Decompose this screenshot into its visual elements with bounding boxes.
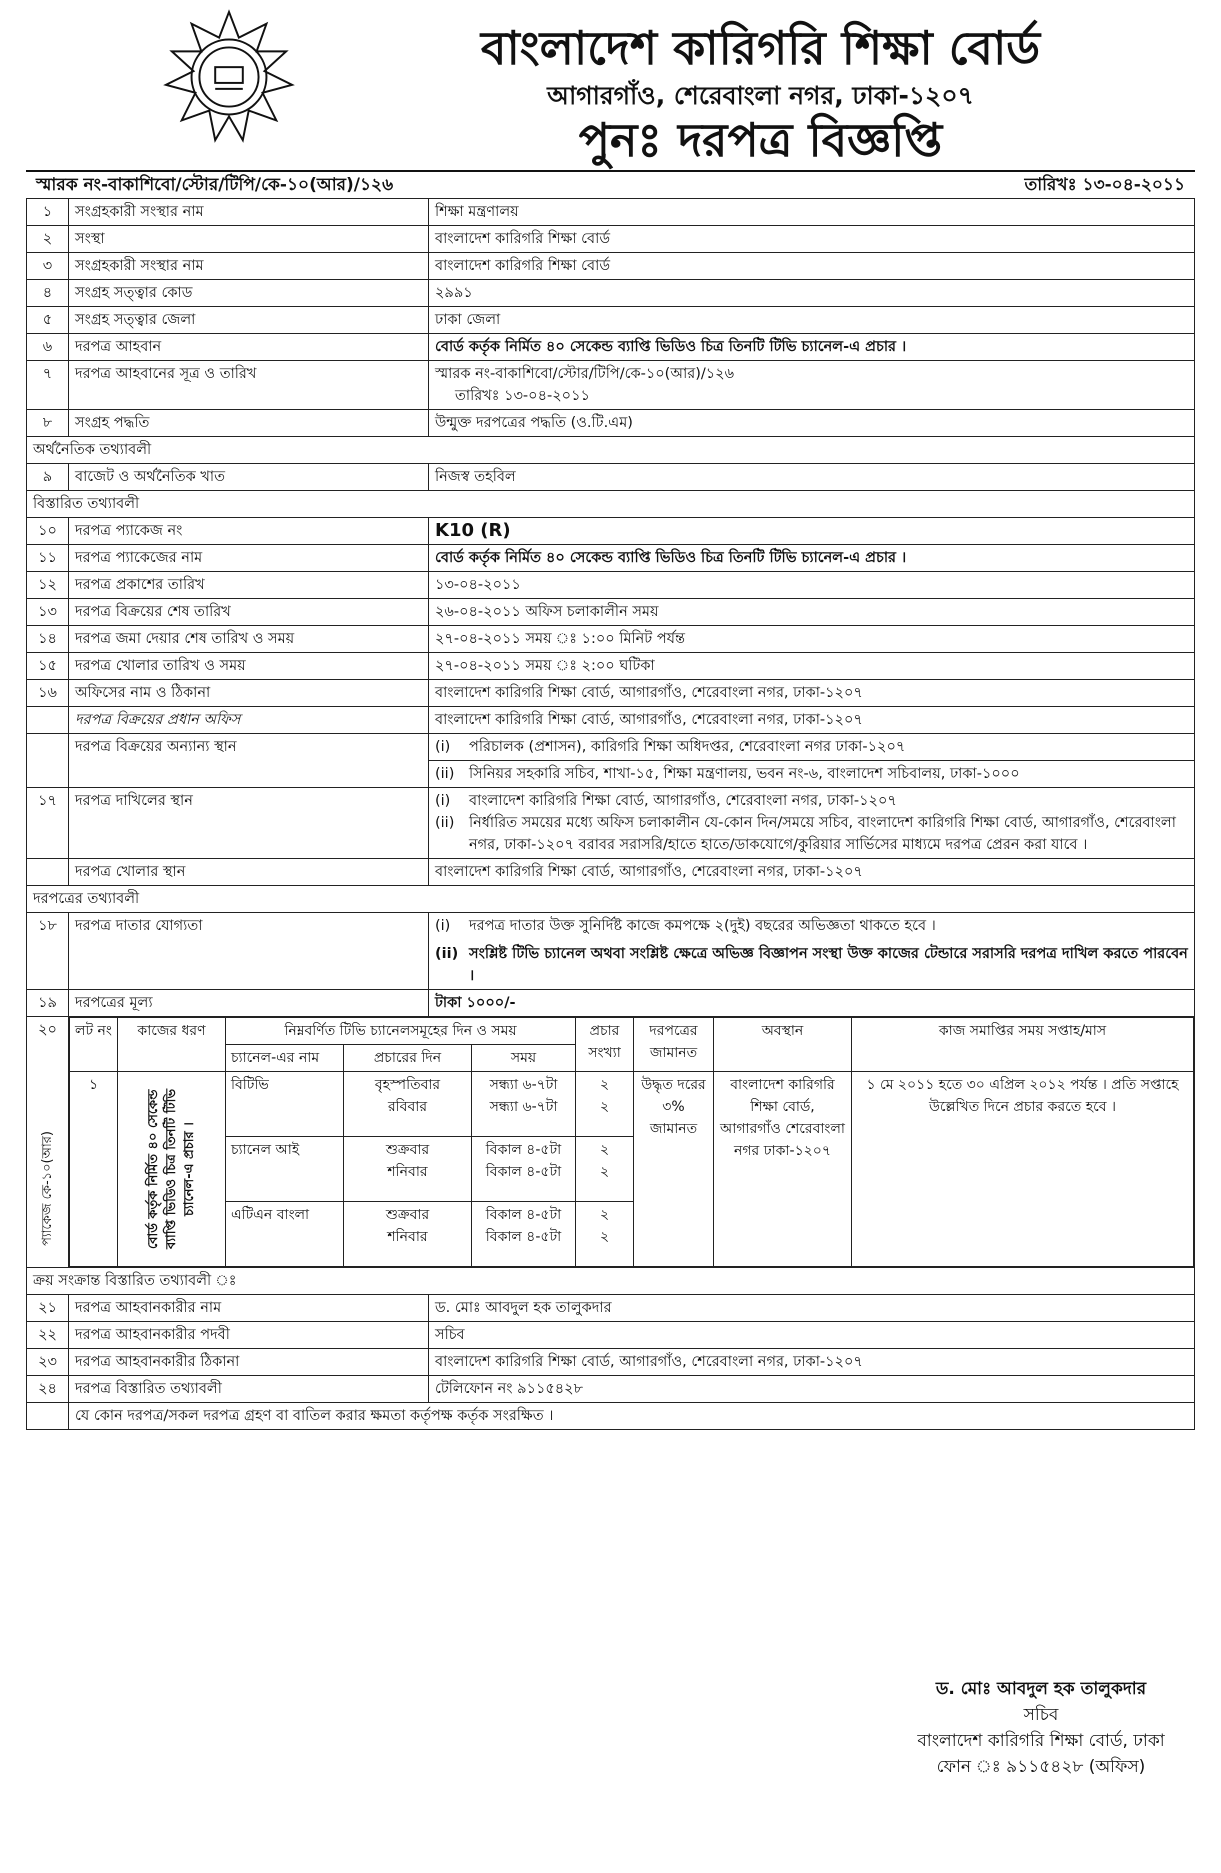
list-item: (ii) সংশ্লিষ্ট টিভি চ্যানেল অথবা সংশ্লিষ্ট ক্ষেত্রে অভিজ্ঞ বিজ্ঞাপন সংস্থা উক্ত কাজের টেন্ডারে সরাসরি দরপত্র দাখিল করতে পারবেন । [435, 946, 1188, 984]
row-value: উন্মুক্ত দরপত্রের পদ্ধতি (ও.টি.এম) [429, 410, 1195, 437]
channel-name: বিটিভি [226, 1072, 344, 1137]
row-label: বাজেট ও অর্থনৈতিক খাত [69, 464, 429, 491]
row-number: ৬ [27, 334, 69, 361]
signatory-title: সচিব [1023, 1705, 1059, 1725]
list-item: (ii) নির্ধারিত সময়ের মধ্যে অফিস চলাকালীন যে-কোন দিন/সময়ে সচিব, বাংলাদেশ কারিগরি শিক্ষা বোর্ড, আগারগাঁও, শেরেবাংলা নগর, ঢাকা-১২০৭ বরাবর সরাসরি/হাতে হাতে/ডাকযোগে/কুরিয়ার সার্ভিসের মাধ্যমে দরপত্র প্রেরন করা যাবে । [435, 815, 1176, 853]
signatory-phone: ফোন ঃ ৯১১৫৪২৮ (অফিস) [936, 1757, 1146, 1777]
table-row [27, 1322, 1195, 1349]
broadcast-day-header: প্রচারের দিন [344, 1045, 472, 1072]
row-value: বোর্ড কর্তৃক নির্মিত ৪০ সেকেন্ড ব্যাপ্তি ভিডিও চিত্র তিনটি টিভি চ্যানেল-এ প্রচার । [429, 545, 1195, 572]
row-value: ২৭-০৪-২০১১ সময় ঃ ১:০০ মিনিট পর্যন্ত [429, 626, 1195, 653]
broadcast-times: বিকাল ৪-৫টা বিকাল ৪-৫টা [472, 1202, 576, 1267]
row-number: ২২ [27, 1322, 69, 1349]
signatory-name: ড. মোঃ আবদুল হক তালুকদার [935, 1679, 1147, 1699]
list-item: (i) বাংলাদেশ কারিগরি শিক্ষা বোর্ড, আগারগাঁও, শেরেবাংলা নগর, ঢাকা-১২০৭ [435, 793, 897, 809]
row-value: সচিব [429, 1322, 1195, 1349]
table-row [27, 859, 1195, 886]
lot-number-header: লট নং [70, 1018, 118, 1072]
row-number: ১৩ [27, 599, 69, 626]
table-row: ১৯ দরপত্রের মূল্য টাকা ১০০০/- [27, 990, 1195, 1017]
security-deposit: উদ্ধৃত দরের ৩% জামানত [634, 1072, 714, 1267]
row-label: দরপত্রের মূল্য [69, 990, 429, 1017]
row-number: ৫ [27, 307, 69, 334]
table-row [27, 361, 1195, 410]
row-number: ২৩ [27, 1349, 69, 1376]
work-type: বোর্ড কর্তৃক নির্মিত ৪০ সেকেন্ড ব্যাপ্তি ভিডিও চিত্র তিনটি টিভি চ্যানেল-এ প্রচার । [118, 1072, 226, 1267]
section-row [27, 437, 1195, 464]
lot-table [69, 1017, 1194, 1267]
row-label: দরপত্র বিক্রয়ের অন্যান্য স্থান [69, 734, 429, 788]
row-label: সংগ্রহকারী সংস্থার নাম [69, 253, 429, 280]
row-label: দরপত্র বিস্তারিত তথ্যাবলী [69, 1376, 429, 1403]
table-row [27, 410, 1195, 437]
completion-time: ১ মে ২০১১ হতে ৩০ এপ্রিল ২০১২ পর্যন্ত । প্রতি সপ্তাহে উল্লেখিত দিনে প্রচার করতে হবে । [852, 1072, 1194, 1267]
row-label: দরপত্র আহবান [69, 334, 429, 361]
board-seal-icon [160, 8, 298, 146]
table-row [27, 545, 1195, 572]
count-header: প্রচার সংখ্যা [576, 1018, 634, 1072]
table-row [27, 707, 1195, 734]
row-number: ১৪ [27, 626, 69, 653]
section-row [27, 491, 1195, 518]
table-row [27, 734, 1195, 788]
row-label: দরপত্র খোলার তারিখ ও সময় [69, 653, 429, 680]
time-header: সময় [472, 1045, 576, 1072]
row-label: দরপত্র দাখিলের স্থান [69, 788, 429, 859]
broadcast-count: ২ ২ [576, 1137, 634, 1202]
channel-name-header: চ্যানেল-এর নাম [226, 1045, 344, 1072]
table-row [27, 653, 1195, 680]
security-header: দরপত্রের জামানত [634, 1018, 714, 1072]
row-value: বাংলাদেশ কারিগরি শিক্ষা বোর্ড [429, 253, 1195, 280]
row-value: ১৩-০৪-২০১১ [429, 572, 1195, 599]
table-row [27, 1349, 1195, 1376]
row-number: ১১ [27, 545, 69, 572]
row-value: স্মারক নং-বাকাশিবো/স্টোর/টিপি/কে-১০(আর)/১২৬ তারিখঃ ১৩-০৪-২০১১ [429, 361, 1195, 410]
table-row [27, 199, 1195, 226]
row-value: K10 (R) [429, 518, 1195, 545]
reservation-note: যে কোন দরপত্র/সকল দরপত্র গ্রহণ বা বাতিল করার ক্ষমতা কর্তৃপক্ষ কর্তৃক সংরক্ষিত । [69, 1403, 1195, 1430]
row-value: ২৯৯১ [429, 280, 1195, 307]
table-row [27, 334, 1195, 361]
broadcast-times: বিকাল ৪-৫টা বিকাল ৪-৫টা [472, 1137, 576, 1202]
notice-date: তারিখঃ ১৩-০৪-২০১১ [1024, 175, 1185, 195]
row-value: ২৭-০৪-২০১১ সময় ঃ ২:০০ ঘটিকা [429, 653, 1195, 680]
broadcast-count: ২ ২ [576, 1202, 634, 1267]
row-number: ২১ [27, 1295, 69, 1322]
header [0, 0, 1221, 176]
row-label: দরপত্র বিক্রয়ের শেষ তারিখ [69, 599, 429, 626]
notice-subtitle: পুনঃ দরপত্র বিজ্ঞপ্তি [578, 113, 943, 167]
row-value: বাংলাদেশ কারিগরি শিক্ষা বোর্ড, আগারগাঁও, শেরেবাংলা নগর, ঢাকা-১২০৭ [429, 1349, 1195, 1376]
row-number: ৮ [27, 410, 69, 437]
signature-block [891, 1676, 1191, 1780]
row-label: দরপত্র প্রকাশের তারিখ [69, 572, 429, 599]
row-value: বোর্ড কর্তৃক নির্মিত ৪০ সেকেন্ড ব্যাপ্তি ভিডিও চিত্র তিনটি টিভি চ্যানেল-এ প্রচার । [429, 334, 1195, 361]
row-label: দরপত্র খোলার স্থান [69, 859, 429, 886]
table-row [27, 1376, 1195, 1403]
row-label: দরপত্র আহবানকারীর পদবী [69, 1322, 429, 1349]
row-label: সংগ্রহ সত্ত্বার জেলা [69, 307, 429, 334]
table-row [27, 572, 1195, 599]
table-row: ১৭ দরপত্র দাখিলের স্থান (i) বাংলাদেশ কারিগরি শিক্ষা বোর্ড, আগারগাঁও, শেরেবাংলা নগর, ঢাকা-১২০৭ (ii) নির্ধারিত সময়ের মধ্যে অফিস চলাকালীন যে-কোন দিন/সময়ে সচিব, বাংলাদেশ কারিগরি শিক্ষা বোর্ড, আগারগাঁও, শেরেবাংলা নগর, ঢাকা-১২০৭ বরাবর সরাসরি/হাতে হাতে/ডাকযোগে/কুরিয়ার সার্ভিসের মাধ্যমে দরপত্র প্রেরন করা যাবে । [27, 788, 1195, 859]
row-number: ২৪ [27, 1376, 69, 1403]
list-item: (i) পরিচালক (প্রশাসন), কারিগরি শিক্ষা অধিদপ্তর, শেরেবাংলা নগর ঢাকা-১২০৭ [429, 734, 1194, 761]
row-value: টাকা ১০০০/- [429, 990, 1195, 1017]
lot-number: ১ [70, 1072, 118, 1267]
table-row [27, 518, 1195, 545]
row-number: ৩ [27, 253, 69, 280]
row-number: ১৫ [27, 653, 69, 680]
row-value: বাংলাদেশ কারিগরি শিক্ষা বোর্ড, আগারগাঁও, শেরেবাংলা নগর, ঢাকা-১২০৭ [429, 859, 1195, 886]
channels-header: নিম্নবর্ণিত টিভি চ্যানেলসমূহের দিন ও সময় [226, 1018, 576, 1045]
row-number: ৪ [27, 280, 69, 307]
row-number: ১৬ [27, 680, 69, 707]
row-label: অফিসের নাম ও ঠিকানা [69, 680, 429, 707]
table-row [27, 464, 1195, 491]
row-number: ১২ [27, 572, 69, 599]
section-row [27, 1268, 1195, 1295]
table-row [27, 1403, 1195, 1430]
section-row [27, 886, 1195, 913]
table-row [27, 226, 1195, 253]
channel-name: চ্যানেল আই [226, 1137, 344, 1202]
broadcast-days: শুক্রবার শনিবার [344, 1137, 472, 1202]
reference-line [30, 172, 1191, 196]
broadcast-days: শুক্রবার শনিবার [344, 1202, 472, 1267]
section-heading: বিস্তারিত তথ্যাবলী [27, 491, 1195, 518]
location-header: অবস্থান [714, 1018, 852, 1072]
list-item: (ii) সিনিয়র সহকারি সচিব, শাখা-১৫, শিক্ষা মন্ত্রণালয়, ভবন নং-৬, বাংলাদেশ সচিবালয়, ঢাকা-১০০০ [435, 766, 1020, 782]
board-address: আগারগাঁও, শেরেবাংলা নগর, ঢাকা-১২০৭ [547, 81, 974, 110]
row-label: সংগ্রহ সত্ত্বার কোড [69, 280, 429, 307]
row-value: বাংলাদেশ কারিগরি শিক্ষা বোর্ড, আগারগাঁও, শেরেবাংলা নগর, ঢাকা-১২০৭ [429, 707, 1195, 734]
channel-row [70, 1072, 1194, 1137]
section-heading: ক্রয় সংক্রান্ত বিস্তারিত তথ্যাবলী ঃ [27, 1268, 1195, 1295]
row-label: সংগ্রহকারী সংস্থার নাম [69, 199, 429, 226]
table-row [27, 253, 1195, 280]
row-value: টেলিফোন নং ৯১১৫৪২৮ [429, 1376, 1195, 1403]
row-label: দরপত্র আহবানের সূত্র ও তারিখ [69, 361, 429, 410]
table-row [27, 680, 1195, 707]
row-label: দরপত্র প্যাকেজ নং [69, 518, 429, 545]
row-label: দরপত্র আহবানকারীর নাম [69, 1295, 429, 1322]
package-label: প্যাকেজ কে-১০(আর) [39, 1131, 55, 1246]
row-value: শিক্ষা মন্ত্রণালয় [429, 199, 1195, 226]
row-number: ৯ [27, 464, 69, 491]
row-label: দরপত্র জমা দেয়ার শেষ তারিখ ও সময় [69, 626, 429, 653]
lot-row: ২০ প্যাকেজ কে-১০(আর) লট নং কাজের ধরণ নিম্নবর্ণিত টিভি চ্যানেলসমূহের দিন ও সময় প্রচার সংখ্যা দরপত্রের জামানত অবস্থান কাজ সমাপ্তির সময় সপ্তাহ/মাস চ্যানেল-এর নাম প্রচারের দিন সময় ১ বোর্ড কর্তৃক নির্মিত ৪০ সেকেন্ড ব্যাপ্তি ভিডিও চিত্র তিনটি টিভি চ্যানেল-এ প্রচার । বিটিভি বৃহস্পতিবার রবিবার সন্ধ্যা ৬-৭টা সন্ধ্যা ৬-৭টা ২ ২ উদ্ধৃত দরের ৩% জামানত বাংলাদেশ কারিগরি শিক্ষা বোর্ড, আগারগাঁও শেরেবাংলা নগর ঢাকা-১২০৭ ১ মে ২০১১ হতে ৩০ এপ্রিল ২০১২ পর্যন্ত । প্রতি সপ্তাহে উল্লেখিত দিনে প্রচার করতে হবে । চ্যানেল আই শুক্রবার শনিবার বিকাল ৪-৫টা বিকাল ৪-৫টা ২ ২ এটিএন বাংলা শুক্রবার শনিবার বিকাল ৪-৫টা বিকাল ৪-৫টা ২ ২ [27, 1017, 1195, 1268]
row-number: ১০ [27, 518, 69, 545]
broadcast-days: বৃহস্পতিবার রবিবার [344, 1072, 472, 1137]
tender-table [26, 198, 1195, 1430]
table-row [27, 626, 1195, 653]
row-value: ঢাকা জেলা [429, 307, 1195, 334]
memo-number: স্মারক নং-বাকাশিবো/স্টোর/টিপি/কে-১০(আর)/১২৬ [36, 175, 394, 195]
work-type-header: কাজের ধরণ [118, 1018, 226, 1072]
signatory-org: বাংলাদেশ কারিগরি শিক্ষা বোর্ড, ঢাকা [917, 1731, 1165, 1751]
channel-name: এটিএন বাংলা [226, 1202, 344, 1267]
row-number: ১ [27, 199, 69, 226]
row-label: সংগ্রহ পদ্ধতি [69, 410, 429, 437]
row-label: দরপত্র প্যাকেজের নাম [69, 545, 429, 572]
row-label: দরপত্র বিক্রয়ের প্রধান অফিস [69, 707, 429, 734]
list-item: (i) দরপত্র দাতার উক্ত সুনির্দিষ্ট কাজে কমপক্ষে ২(দুই) বছরের অভিজ্ঞতা থাকতে হবে । [435, 918, 936, 934]
row-value: ড. মোঃ আবদুল হক তালুকদার [429, 1295, 1195, 1322]
row-label: দরপত্র দাতার যোগ্যতা [69, 913, 429, 990]
section-heading: দরপত্রের তথ্যাবলী [27, 886, 1195, 913]
row-value: নিজস্ব তহবিল [429, 464, 1195, 491]
table-row [27, 307, 1195, 334]
table-row [27, 1295, 1195, 1322]
table-row [27, 599, 1195, 626]
row-label: দরপত্র আহবানকারীর ঠিকানা [69, 1349, 429, 1376]
table-row [27, 280, 1195, 307]
section-heading: অর্থনৈতিক তথ্যাবলী [27, 437, 1195, 464]
row-label: সংস্থা [69, 226, 429, 253]
broadcast-times: সন্ধ্যা ৬-৭টা সন্ধ্যা ৬-৭টা [472, 1072, 576, 1137]
location: বাংলাদেশ কারিগরি শিক্ষা বোর্ড, আগারগাঁও শেরেবাংলা নগর ঢাকা-১২০৭ [714, 1072, 852, 1267]
completion-header: কাজ সমাপ্তির সময় সপ্তাহ/মাস [852, 1018, 1194, 1072]
broadcast-count: ২ ২ [576, 1072, 634, 1137]
row-value: বাংলাদেশ কারিগরি শিক্ষা বোর্ড [429, 226, 1195, 253]
row-number: ২ [27, 226, 69, 253]
row-value: ২৬-০৪-২০১১ অফিস চলাকালীন সময় [429, 599, 1195, 626]
row-number: ৭ [27, 361, 69, 410]
table-row: ১৮ দরপত্র দাতার যোগ্যতা (i) দরপত্র দাতার উক্ত সুনির্দিষ্ট কাজে কমপক্ষে ২(দুই) বছরের অভিজ্ঞতা থাকতে হবে । (ii) সংশ্লিষ্ট টিভি চ্যানেল অথবা সংশ্লিষ্ট ক্ষেত্রে অভিজ্ঞ বিজ্ঞাপন সংস্থা উক্ত কাজের টেন্ডারে সরাসরি দরপত্র দাখিল করতে পারবেন । [27, 913, 1195, 990]
row-value: বাংলাদেশ কারিগরি শিক্ষা বোর্ড, আগারগাঁও, শেরেবাংলা নগর, ঢাকা-১২০৭ [429, 680, 1195, 707]
lot-header-row [70, 1018, 1194, 1045]
page-title: বাংলাদেশ কারিগরি শিক্ষা বোর্ড [480, 21, 1041, 75]
